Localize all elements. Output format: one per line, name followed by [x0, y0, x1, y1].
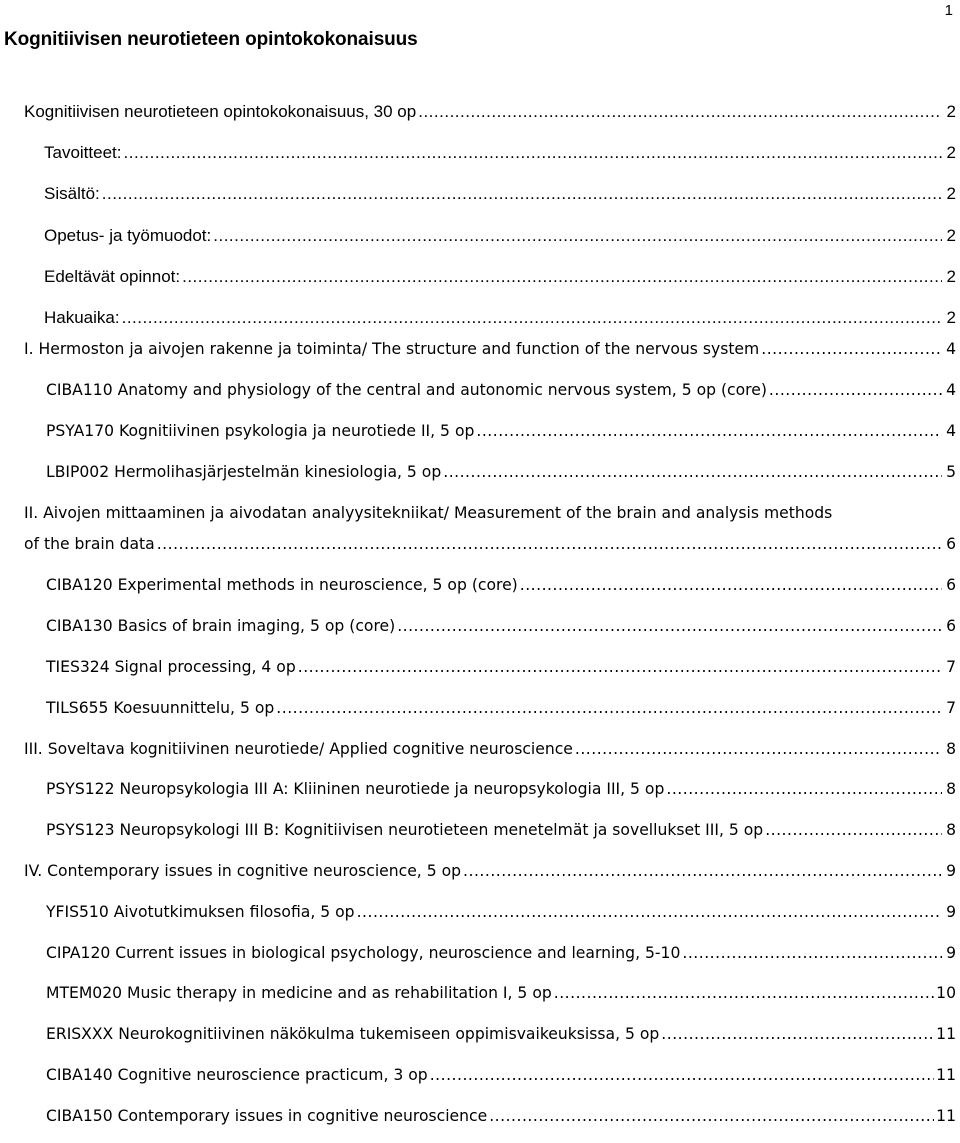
toc-dot-leader — [575, 738, 942, 760]
toc-entry-text: Opetus- ja työmuodot: — [44, 226, 212, 245]
toc-page-number: 10 — [936, 984, 956, 1002]
toc-dot-leader — [769, 379, 942, 401]
toc-page-number: 2 — [946, 143, 956, 162]
toc-entry-section[interactable] — [24, 533, 956, 555]
toc-page-number: 2 — [946, 184, 956, 203]
toc-entry-subsection[interactable] — [46, 819, 956, 841]
toc-dot-leader — [276, 697, 942, 719]
toc-dot-leader — [418, 101, 942, 123]
toc-dot-leader — [476, 420, 942, 442]
toc-entry-subsection[interactable] — [44, 142, 956, 164]
toc-entry-text: TIES324 Signal processing, 4 op — [46, 658, 296, 676]
toc-entry-text: Tavoitteet: — [44, 143, 122, 162]
toc-entry-text: of the brain data — [24, 535, 155, 553]
toc-entry-section[interactable] — [24, 738, 956, 760]
page-number: 1 — [944, 2, 953, 19]
toc-entry-text: Kognitiivisen neurotieteen opintokokonaisuus, 30 op — [24, 102, 417, 121]
toc-entry-heading-line[interactable]: II. Aivojen mittaaminen ja aivodatan analyysitekniikat/ Measurement of the brain and analysis methods — [24, 504, 833, 522]
toc-entry-text: CIBA140 Cognitive neuroscience practicum, 3 op — [46, 1066, 428, 1084]
toc-entry-subsection[interactable] — [46, 574, 956, 596]
document-title: Kognitiivisen neurotieteen opintokokonaisuus — [4, 29, 418, 50]
toc-entry-section[interactable] — [24, 338, 956, 360]
toc-entry-section[interactable] — [24, 860, 956, 882]
toc-entry-text: CIBA150 Contemporary issues in cognitive neuroscience — [46, 1107, 488, 1125]
toc-dot-leader — [463, 860, 942, 882]
toc-entry-subsection[interactable] — [46, 697, 956, 719]
toc-page-number: 8 — [946, 821, 956, 839]
toc-entry-text: YFIS510 Aivotutkimuksen filosofia, 5 op — [46, 903, 355, 921]
toc-entry-text: TILS655 Koesuunnittelu, 5 op — [46, 699, 275, 717]
toc-entry-text: ERISXXX Neurokognitiivinen näkökulma tukemiseen oppimisvaikeuksissa, 5 op — [46, 1025, 660, 1043]
toc-page-number: 8 — [946, 740, 956, 758]
toc-entry-subsection[interactable] — [46, 656, 956, 678]
toc-page-number: 2 — [946, 226, 956, 245]
toc-dot-leader — [124, 142, 943, 164]
toc-page-number: 5 — [946, 463, 956, 481]
toc-page-number: 11 — [936, 1025, 956, 1043]
toc-page-number: 6 — [946, 617, 956, 635]
toc-page-number: 9 — [946, 903, 956, 921]
toc-entry-subsection[interactable] — [44, 225, 956, 247]
toc-dot-leader — [489, 1105, 934, 1127]
toc-dot-leader — [213, 225, 942, 247]
toc-page-number: 7 — [946, 658, 956, 676]
toc-page-number: 9 — [946, 944, 956, 962]
toc-dot-leader — [443, 461, 942, 483]
toc-dot-leader — [298, 656, 942, 678]
toc-entry-text: PSYS123 Neuropsykologi III B: Kognitiivisen neurotieteen menetelmät ja sovellukset III, 5 op — [46, 821, 764, 839]
toc-entry-subsection[interactable] — [46, 379, 956, 401]
toc-entry-text: PSYS122 Neuropsykologia III A: Kliininen neurotiede ja neuropsykologia III, 5 op — [46, 780, 665, 798]
toc-entry-subsection[interactable] — [46, 420, 956, 442]
toc-dot-leader — [182, 266, 942, 288]
toc-entry-subsection[interactable] — [46, 778, 956, 800]
toc-dot-leader — [765, 819, 942, 841]
toc-dot-leader — [397, 615, 942, 637]
toc-dot-leader — [661, 1023, 934, 1045]
toc-entry-text: Edeltävät opinnot: — [44, 267, 181, 286]
toc-dot-leader — [682, 942, 942, 964]
toc-page-number: 7 — [946, 699, 956, 717]
toc-page-number: 8 — [946, 780, 956, 798]
toc-entry-subsection[interactable] — [46, 1023, 956, 1045]
toc-page-number: 4 — [946, 381, 956, 399]
toc-dot-leader — [430, 1064, 934, 1086]
toc-dot-leader — [157, 533, 942, 555]
toc-page-number: 4 — [946, 422, 956, 440]
toc-entry-text: MTEM020 Music therapy in medicine and as rehabilitation I, 5 op — [46, 984, 552, 1002]
toc-entry-subsection[interactable] — [46, 901, 956, 923]
toc-entry-text: PSYA170 Kognitiivinen psykologia ja neurotiede II, 5 op — [46, 422, 475, 440]
toc-page-number: 11 — [936, 1107, 956, 1125]
toc-entry-subsection[interactable] — [46, 982, 956, 1004]
toc-page-number: 9 — [946, 862, 956, 880]
toc-page-number: 2 — [946, 102, 956, 121]
toc-dot-leader — [761, 338, 942, 360]
toc-entry-text: Hakuaika: — [44, 308, 120, 327]
toc-page-number: 11 — [936, 1066, 956, 1084]
toc-entry-subsection[interactable] — [44, 183, 956, 205]
toc-dot-leader — [102, 183, 942, 205]
toc-entry-text: CIBA130 Basics of brain imaging, 5 op (core) — [46, 617, 396, 635]
toc-entry-subsection[interactable] — [46, 1064, 956, 1086]
toc-page-number: 2 — [946, 267, 956, 286]
toc-entry-subsection[interactable] — [46, 461, 956, 483]
toc-entry-text: CIBA110 Anatomy and physiology of the central and autonomic nervous system, 5 op (core) — [46, 381, 767, 399]
toc-dot-leader — [666, 778, 942, 800]
toc-dot-leader — [357, 901, 942, 923]
toc-entry-text: CIBA120 Experimental methods in neuroscience, 5 op (core) — [46, 576, 518, 594]
toc-entry-subsection[interactable] — [46, 615, 956, 637]
toc-dot-leader — [122, 307, 942, 329]
toc-entry-subsection[interactable] — [46, 942, 956, 964]
toc-entry-text: IV. Contemporary issues in cognitive neuroscience, 5 op — [24, 862, 462, 880]
toc-entry-subsection[interactable] — [46, 1105, 956, 1127]
toc-entry-text: I. Hermoston ja aivojen rakenne ja toiminta/ The structure and function of the nervous system — [24, 340, 760, 358]
toc-page-number: 6 — [946, 576, 956, 594]
toc-entry-subsection[interactable] — [44, 307, 956, 329]
toc-entry-text: CIPA120 Current issues in biological psychology, neuroscience and learning, 5-10 — [46, 944, 681, 962]
toc-dot-leader — [554, 982, 934, 1004]
toc-entry-text: Sisältö: — [44, 184, 100, 203]
toc-page-number: 6 — [946, 535, 956, 553]
toc-entry-subsection[interactable] — [44, 266, 956, 288]
toc-dot-leader — [520, 574, 942, 596]
toc-page-number: 2 — [946, 308, 956, 327]
toc-page-number: 4 — [946, 340, 956, 358]
toc-entry-text: LBIP002 Hermolihasjärjestelmän kinesiologia, 5 op — [46, 463, 442, 481]
toc-entry-section[interactable] — [24, 101, 956, 123]
toc-entry-text: III. Soveltava kognitiivinen neurotiede/ Applied cognitive neuroscience — [24, 740, 573, 758]
